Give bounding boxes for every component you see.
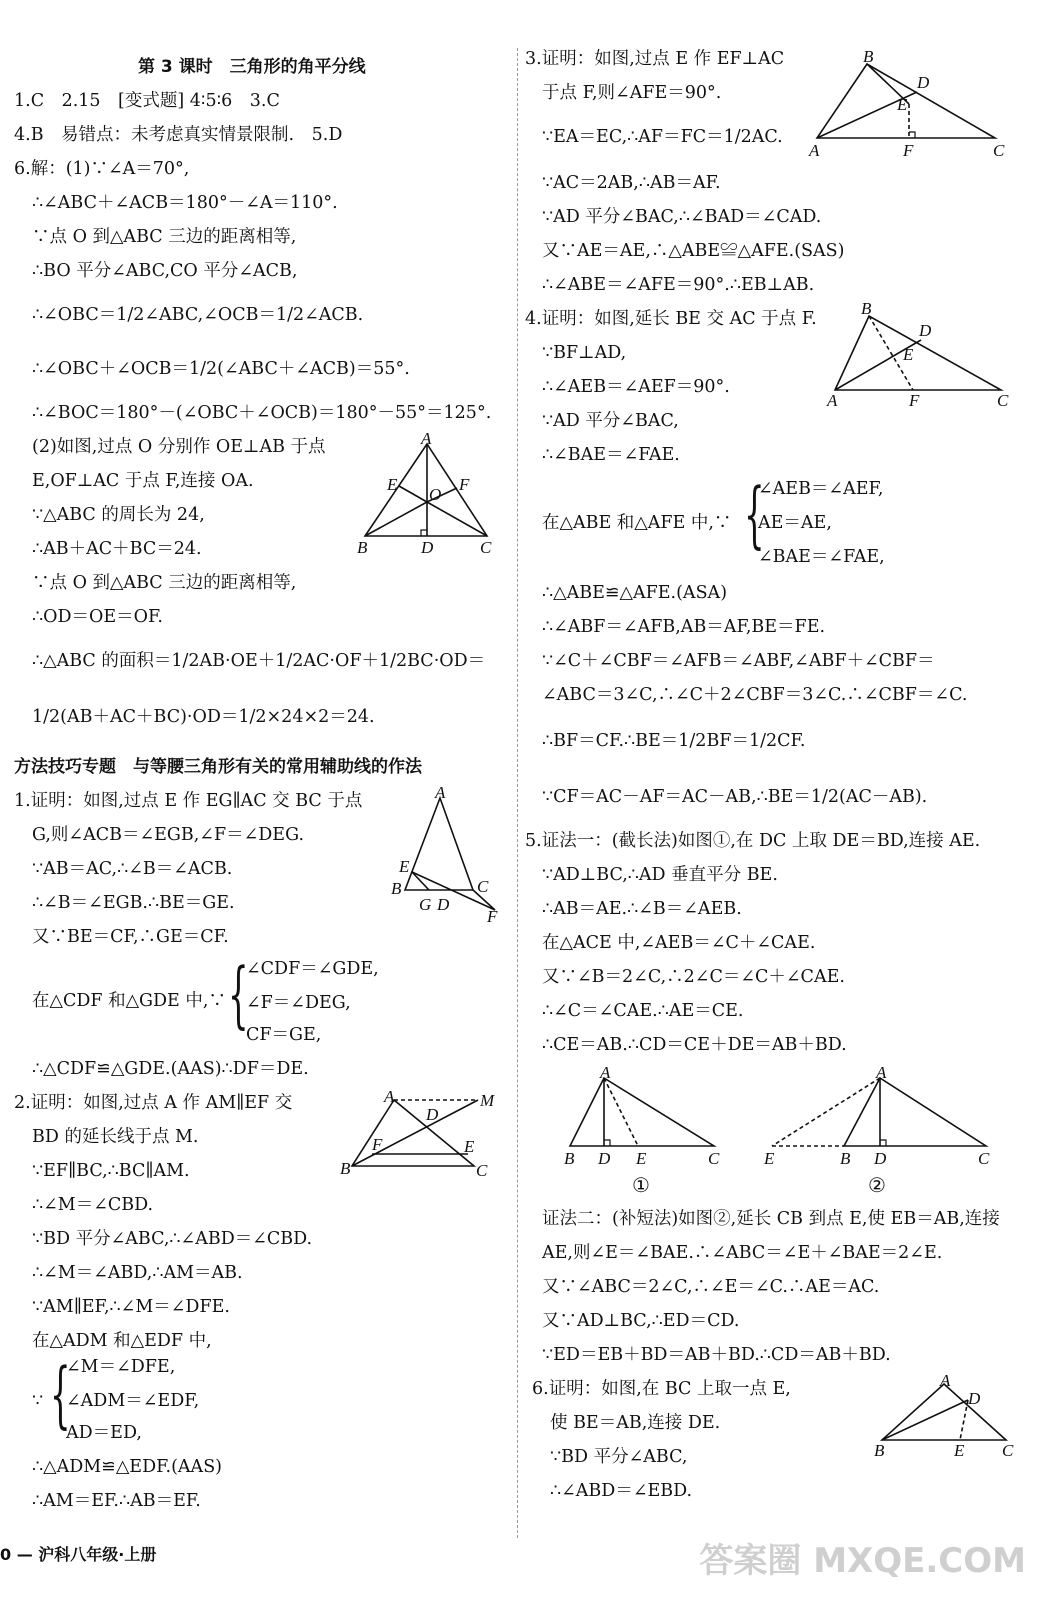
text-line: 6.证明：如图,在 BC 上取一点 E, [532, 1379, 791, 1399]
svg-text:B: B [840, 1149, 851, 1168]
text-line: ∴∠M＝∠ABD,∴AM＝AB. [32, 1263, 243, 1283]
text-line: ∵BD 平分∠ABC,∴∠ABD＝∠CBD. [32, 1229, 313, 1249]
text-line: ∴∠BOC＝180°－(∠OBC＋∠OCB)＝180°－55°＝125°. [32, 403, 492, 423]
svg-text:B: B [357, 538, 368, 557]
text-line: 4.B 易错点：未考虑真实情景限制. 5.D [14, 125, 343, 145]
svg-text:D: D [437, 895, 450, 914]
brace-line: CF＝GE, [246, 1025, 322, 1045]
text-line: ∵ [32, 1391, 44, 1411]
svg-text:E: E [636, 1149, 647, 1168]
text-line: E,OF⊥AC 于点 F,连接 OA. [32, 471, 254, 491]
svg-text:A: A [435, 786, 446, 802]
svg-text:C: C [1002, 1441, 1014, 1460]
text-line: 使 BE＝AB,连接 DE. [550, 1413, 721, 1433]
text-line: ∴∠OBC＝1/2∠ABC,∠OCB＝1/2∠ACB. [32, 305, 364, 325]
text-line: ∴∠ABD＝∠EBD. [550, 1481, 693, 1501]
text-line: 4.证明：如图,延长 BE 交 AC 于点 F. [525, 309, 817, 329]
figure-eg-parallel [385, 786, 505, 926]
watermark: 答案圈 MXQE.COM [699, 1541, 1026, 1581]
svg-text:A: A [876, 1066, 887, 1082]
text-line: AE,则∠E＝∠BAE.∴∠ABC＝∠E＋∠BAE＝2∠E. [542, 1243, 943, 1263]
figure-am-parallel [338, 1088, 503, 1183]
section-title-2: 方法技巧专题 与等腰三角形有关的常用辅助线的作法 [14, 757, 422, 777]
svg-text:B: B [863, 47, 874, 66]
text-line: ∵ED＝EB＋BD＝AB＋BD.∴CD＝AB＋BD. [542, 1345, 891, 1365]
svg-text:C: C [708, 1149, 720, 1168]
svg-text:A: A [384, 1088, 395, 1106]
text-line: ∴△ADM≌△EDF.(AAS) [32, 1457, 223, 1477]
svg-text:A: A [600, 1066, 611, 1082]
figure-problem-3 [805, 44, 1020, 164]
svg-text:A: A [809, 141, 820, 160]
svg-text:D: D [917, 73, 930, 92]
text-line: 在△CDF 和△GDE 中,∵ [32, 991, 226, 1011]
text-line: ∴BO 平分∠ABC,CO 平分∠ACB, [32, 261, 298, 281]
figure-label-1: ① [632, 1173, 650, 1197]
svg-text:E: E [399, 857, 410, 876]
text-line: ∵AM∥EF,∴∠M＝∠DFE. [32, 1297, 230, 1317]
svg-text:C: C [978, 1149, 990, 1168]
text-line: 于点 F,则∠AFE＝90°. [542, 83, 722, 103]
text-line: ∴AM＝EF.∴AB＝EF. [32, 1491, 201, 1511]
text-line: ∴∠BAE＝∠FAE. [542, 445, 680, 465]
text-line: 在△ABE 和△AFE 中,∵ [542, 513, 732, 533]
text-line: 又∵BE＝CF,∴GE＝CF. [32, 927, 229, 947]
brace-line: AE＝AE, [758, 513, 832, 533]
text-line: ∴AB＝AE.∴∠B＝∠AEB. [542, 899, 742, 919]
svg-text:A: A [827, 391, 838, 410]
svg-text:C: C [997, 391, 1009, 410]
text-line: ∴△ABE≌△AFE.(ASA) [542, 583, 728, 603]
svg-text:B: B [340, 1159, 351, 1178]
svg-text:B: B [874, 1441, 885, 1460]
brace-line: ∠F＝∠DEG, [246, 993, 351, 1013]
text-line: 又∵∠B＝2∠C,∴2∠C＝∠C＋∠CAE. [542, 967, 845, 987]
page-footer: 0 — 沪科八年级·上册 [0, 1545, 157, 1564]
text-line: (2)如图,过点 O 分别作 OE⊥AB 于点 [32, 437, 326, 457]
svg-text:C: C [993, 141, 1005, 160]
text-line: ∵EA＝EC,∴AF＝FC＝1/2AC. [542, 127, 783, 147]
svg-text:G: G [419, 895, 432, 914]
svg-text:D: D [968, 1389, 981, 1408]
text-line: ∴BF＝CF.∴BE＝1/2BF＝1/2CF. [542, 731, 806, 751]
text-line: 在△ACE 中,∠AEB＝∠C＋∠CAE. [542, 933, 816, 953]
text-line: ∵CF＝AC－AF＝AC－AB,∴BE＝1/2(AC－AB). [542, 787, 928, 807]
text-line: ∵△ABC 的周长为 24, [32, 505, 205, 525]
text-line: ∴△CDF≌△GDE.(AAS)∴DF＝DE. [32, 1059, 309, 1079]
text-line: 证法二：(补短法)如图②,延长 CB 到点 E,使 EB＝AB,连接 [542, 1209, 1000, 1229]
text-line: ∴CE＝AB.∴CD＝CE＋DE＝AB＋BD. [542, 1035, 847, 1055]
text-line: ∵∠C＋∠CBF＝∠AFB＝∠ABF,∠ABF＋∠CBF＝ [542, 651, 935, 671]
text-line: ∵BD 平分∠ABC, [550, 1447, 688, 1467]
text-line: ∵EF∥BC,∴BC∥AM. [32, 1161, 190, 1181]
text-line: 5.证法一：(截长法)如图①,在 DC 上取 DE＝BD,连接 AE. [525, 831, 981, 851]
svg-text:C: C [477, 877, 489, 896]
text-line: 在△ADM 和△EDF 中, [32, 1331, 212, 1351]
svg-text:B: B [564, 1149, 575, 1168]
svg-text:C: C [476, 1161, 488, 1180]
text-line: ∴∠M＝∠CBD. [32, 1195, 154, 1215]
text-line: ∴AB＋AC＋BC＝24. [32, 539, 202, 559]
svg-text:E: E [464, 1137, 475, 1156]
text-line: ∴∠OBC＋∠OCB＝1/2(∠ABC＋∠ACB)＝55°. [32, 359, 410, 379]
text-line: 又∵∠ABC＝2∠C,∴∠E＝∠C.∴AE＝AC. [542, 1277, 880, 1297]
brace: { [744, 472, 765, 556]
column-divider [517, 48, 518, 1538]
text-line: 又∵AE＝AE,∴△ABE≌△AFE.(SAS) [542, 241, 845, 261]
text-line: 1.证明：如图,过点 E 作 EG∥AC 交 BC 于点 [14, 791, 363, 811]
svg-text:B: B [861, 302, 872, 318]
svg-text:D: D [919, 321, 932, 340]
svg-text:D: D [421, 538, 434, 557]
text-line: ∠ABC＝3∠C,∴∠C＋2∠CBF＝3∠C.∴∠CBF＝∠C. [542, 685, 968, 705]
text-line: 2.证明：如图,过点 A 作 AM∥EF 交 [14, 1093, 293, 1113]
svg-text:A: A [421, 432, 432, 448]
text-line: ∴OD＝OE＝OF. [32, 607, 163, 627]
brace: { [50, 1352, 71, 1436]
svg-text:B: B [391, 879, 402, 898]
svg-text:E: E [387, 475, 398, 494]
brace-line: ∠CDF＝∠GDE, [246, 959, 379, 979]
svg-text:F: F [903, 141, 914, 160]
text-line: BD 的延长线于点 M. [32, 1127, 199, 1147]
text-line: ∴∠AEB＝∠AEF＝90°. [542, 377, 730, 397]
svg-text:F: F [459, 475, 470, 494]
brace-line: AD＝ED, [66, 1423, 142, 1443]
text-line: ∵点 O 到△ABC 三边的距离相等, [32, 573, 297, 593]
text-line: ∵AD 平分∠BAC, [542, 411, 679, 431]
text-line: ∴∠B＝∠EGB.∴BE＝GE. [32, 893, 235, 913]
brace-line: ∠M＝∠DFE, [66, 1357, 176, 1377]
text-line: 3.证明：如图,过点 E 作 EF⊥AC [525, 49, 785, 69]
figure-problem-4 [823, 302, 1018, 412]
text-line: ∵AD 平分∠BAC,∴∠BAD＝∠CAD. [542, 207, 822, 227]
text-line: ∴∠ABE＝∠AFE＝90°.∴EB⊥AB. [542, 275, 815, 295]
svg-text:E: E [897, 95, 908, 114]
text-line: ∴∠ABF＝∠AFB,AB＝AF,BE＝FE. [542, 617, 826, 637]
text-line: ∵AD⊥BC,∴AD 垂直平分 BE. [542, 865, 778, 885]
figure-label-2: ② [868, 1173, 886, 1197]
text-line: G,则∠ACB＝∠EGB,∠F＝∠DEG. [32, 825, 305, 845]
svg-text:F: F [909, 391, 920, 410]
text-line: ∴∠ABC＋∠ACB＝180°－∠A＝110°. [32, 193, 338, 213]
figure-problem-6 [868, 1372, 1028, 1462]
text-line: 6.解：(1)∵∠A＝70°, [14, 159, 190, 179]
svg-text:F: F [372, 1135, 383, 1154]
brace-line: ∠BAE＝∠FAE, [758, 547, 885, 567]
svg-text:E: E [764, 1149, 775, 1168]
section-title: 第 3 课时 三角形的角平分线 [138, 57, 366, 77]
svg-text:A: A [940, 1372, 951, 1390]
figure-triangle-incenter [355, 432, 505, 557]
svg-text:F: F [487, 907, 498, 926]
svg-text:D: D [874, 1149, 887, 1168]
brace: { [228, 952, 249, 1036]
text-line: ∴△ABC 的面积＝1/2AB·OE＋1/2AC·OF＋1/2BC·OD＝ [32, 651, 486, 671]
svg-text:M: M [480, 1091, 495, 1110]
text-line: ∵AC＝2AB,∴AB＝AF. [542, 173, 721, 193]
text-line: ∵AB＝AC,∴∠B＝∠ACB. [32, 859, 233, 879]
text-line: ∵点 O 到△ABC 三边的距离相等, [32, 227, 297, 247]
svg-text:D: D [426, 1105, 439, 1124]
text-line: ∴∠C＝∠CAE.∴AE＝CE. [542, 1001, 744, 1021]
text-line: 1.C 2.15 [变式题] 4∶5∶6 3.C [14, 91, 280, 111]
text-line: ∵BF⊥AD, [542, 343, 627, 363]
svg-text:C: C [480, 538, 492, 557]
text-line: 1/2(AB＋AC＋BC)·OD＝1/2×24×2＝24. [32, 707, 375, 727]
brace-line: ∠AEB＝∠AEF, [758, 479, 884, 499]
svg-text:O: O [429, 485, 442, 504]
svg-text:E: E [903, 345, 914, 364]
svg-text:D: D [598, 1149, 611, 1168]
brace-line: ∠ADM＝∠EDF, [66, 1391, 200, 1411]
text-line: 又∵AD⊥BC,∴ED＝CD. [542, 1311, 740, 1331]
svg-text:E: E [954, 1441, 965, 1460]
